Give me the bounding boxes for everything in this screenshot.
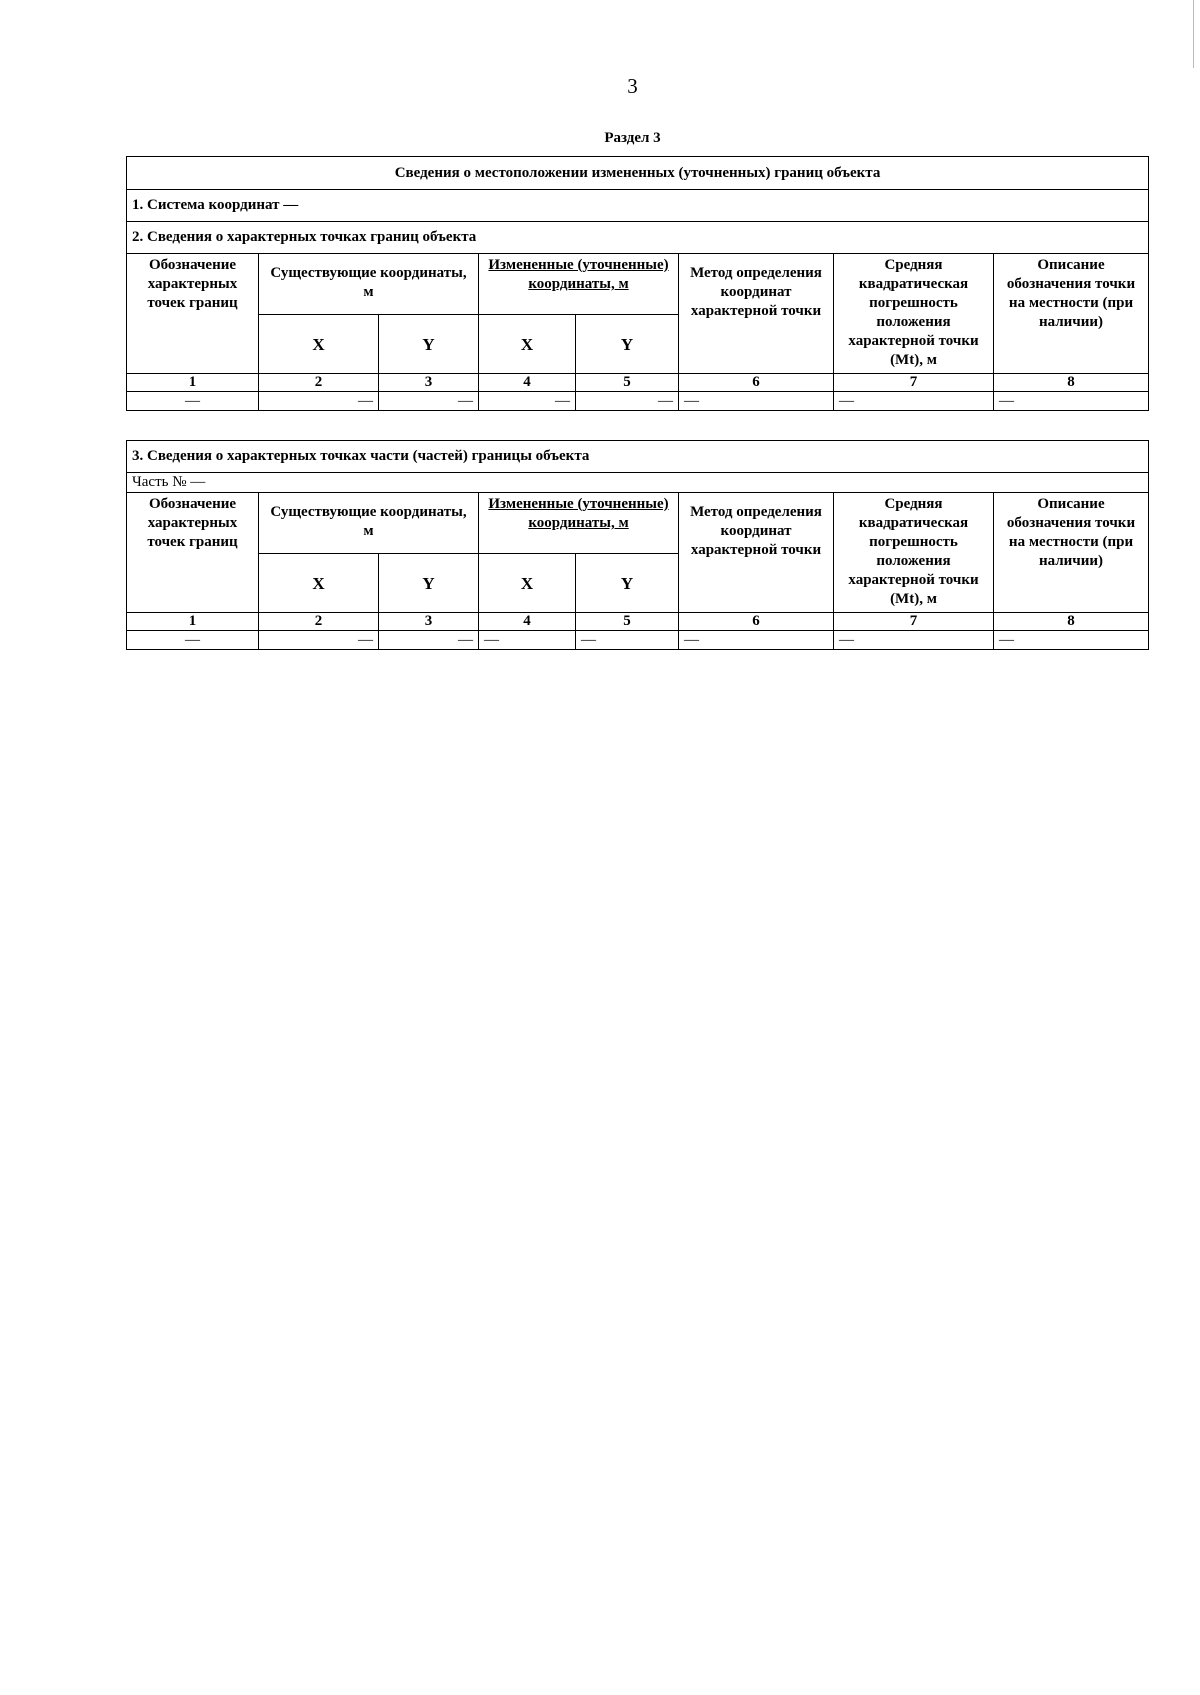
existing-x-header: X xyxy=(259,554,379,613)
error-header: Средняя квадратическая погрешность положения характерной точки (Mt), м xyxy=(834,493,994,613)
column-number: 1 xyxy=(127,374,259,392)
changed-coords-header: Измененные (уточненные) координаты, м xyxy=(479,254,679,315)
changed-coords-header: Измененные (уточненные) координаты, м xyxy=(479,493,679,554)
error-header: Средняя квадратическая погрешность положения характерной точки (Mt), м xyxy=(834,254,994,374)
column-number: 3 xyxy=(379,374,479,392)
table-row xyxy=(127,392,1149,411)
existing-coords-header: Существующие координаты, м xyxy=(259,254,479,315)
table-title: Сведения о местоположении измененных (уточненных) границ объекта xyxy=(127,157,1149,190)
empty-cell: — xyxy=(834,392,994,411)
empty-cell: — xyxy=(479,631,576,650)
changed-x-header: X xyxy=(479,315,576,374)
points-heading: 2. Сведения о характерных точках границ объекта xyxy=(127,222,1149,254)
part-points-heading: 3. Сведения о характерных точках части (частей) границы объекта xyxy=(127,441,1149,473)
description-header: Описание обозначения точки на местности (при наличии) xyxy=(994,493,1149,613)
column-number: 2 xyxy=(259,613,379,631)
empty-cell: — xyxy=(834,631,994,650)
column-number: 6 xyxy=(679,374,834,392)
changed-x-header: X xyxy=(479,554,576,613)
boundary-table xyxy=(126,156,1149,411)
column-number: 1 xyxy=(127,613,259,631)
part-number-row: Часть № — xyxy=(127,473,1149,493)
page-number: 3 xyxy=(627,74,638,98)
empty-cell: — xyxy=(259,392,379,411)
column-number: 6 xyxy=(679,613,834,631)
designation-header: Обозначение характерных точек границ xyxy=(127,493,259,613)
designation-header: Обозначение характерных точек границ xyxy=(127,254,259,374)
description-header: Описание обозначения точки на местности (при наличии) xyxy=(994,254,1149,374)
empty-cell: — xyxy=(379,392,479,411)
column-numbers-row xyxy=(127,613,1149,631)
empty-cell: — xyxy=(127,392,259,411)
column-numbers-row xyxy=(127,374,1149,392)
empty-cell: — xyxy=(679,392,834,411)
section-title: Раздел 3 xyxy=(604,130,661,146)
column-number: 8 xyxy=(994,613,1149,631)
column-number: 8 xyxy=(994,374,1149,392)
existing-x-header: X xyxy=(259,315,379,374)
column-number: 7 xyxy=(834,613,994,631)
empty-cell: — xyxy=(127,631,259,650)
empty-cell: — xyxy=(479,392,576,411)
coord-system-row: 1. Система координат — xyxy=(127,190,1149,222)
method-header: Метод определения координат характерной точки xyxy=(679,493,834,613)
page-edge-line xyxy=(1193,0,1194,68)
existing-y-header: Y xyxy=(379,554,479,613)
empty-cell: — xyxy=(994,631,1149,650)
column-number: 2 xyxy=(259,374,379,392)
part-boundary-table xyxy=(126,440,1149,650)
empty-cell: — xyxy=(994,392,1149,411)
empty-cell: — xyxy=(379,631,479,650)
column-number: 7 xyxy=(834,374,994,392)
existing-y-header: Y xyxy=(379,315,479,374)
empty-cell: — xyxy=(576,392,679,411)
empty-cell: — xyxy=(679,631,834,650)
table-row xyxy=(127,631,1149,650)
method-header: Метод определения координат характерной точки xyxy=(679,254,834,374)
empty-cell: — xyxy=(259,631,379,650)
existing-coords-header: Существующие координаты, м xyxy=(259,493,479,554)
column-number: 3 xyxy=(379,613,479,631)
changed-y-header: Y xyxy=(576,315,679,374)
column-number: 4 xyxy=(479,613,576,631)
empty-cell: — xyxy=(576,631,679,650)
column-number: 4 xyxy=(479,374,576,392)
column-number: 5 xyxy=(576,613,679,631)
changed-y-header: Y xyxy=(576,554,679,613)
column-number: 5 xyxy=(576,374,679,392)
